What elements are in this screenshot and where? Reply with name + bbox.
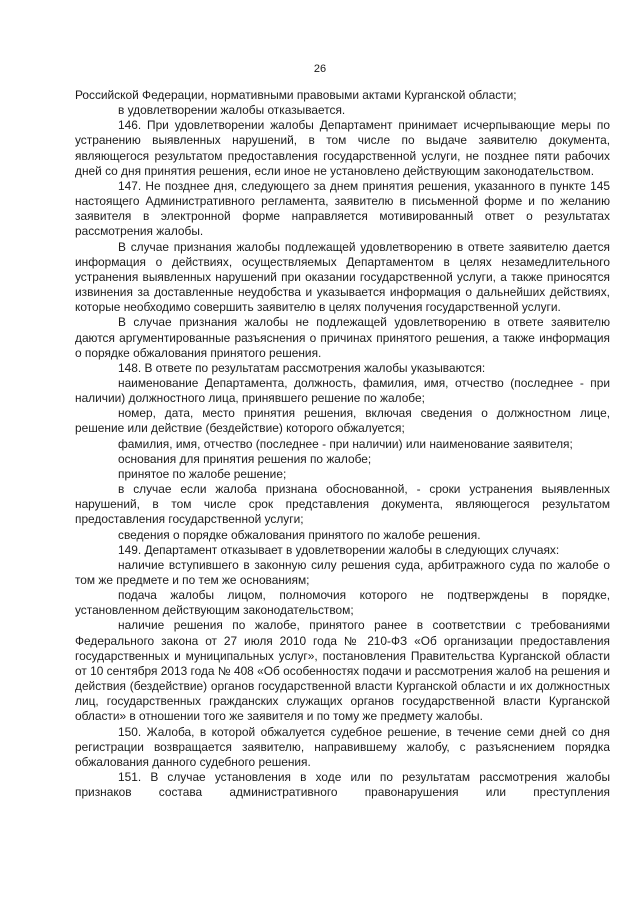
paragraph: сведения о порядке обжалования принятого по жалобе решения. xyxy=(118,527,481,542)
paragraph: номер, дата, место принятия решения, включая сведения о должностном лице, решение или действие (бездействие) которого обжалуется; xyxy=(75,406,610,436)
paragraph: В случае признания жалобы не подлежащей удовлетворению в ответе заявителю даются аргументированные разъяснения о причинах принятого решения, а также информация о порядке обжалования принятого решения. xyxy=(75,315,610,360)
paragraph: подача жалобы лицом, полномочия которого не подтверждены в порядке, установленном действующим законодательством; xyxy=(75,588,610,618)
paragraph: 148. В ответе по результатам рассмотрения жалобы указываются: xyxy=(118,360,486,375)
paragraph: В случае признания жалобы подлежащей удовлетворению в ответе заявителю дается информация о действиях, осуществляемых Департаментом в целях незамедлительного устранения выявленных нарушений при оказании государственной услуги, а также приносятся извинения за доставленные неудобства и указывается информация о дальнейших действиях, которые необходимо совершить заявителю в целях получения государственной услуги. xyxy=(75,239,610,315)
paragraph: 151. В случае установления в ходе или по результатам рассмотрения жалобы признаков состава административного правонарушения или преступления xyxy=(75,770,610,800)
paragraph: 146. При удовлетворении жалобы Департамент принимает исчерпывающие меры по устранению выявленных нарушений, в том числе по выдаче заявителю документа, являющегося результатом предоставления государственной услуги, не позднее пяти рабочих дней со дня принятия решения, если иное не установлено действующим законодательством. xyxy=(75,118,610,178)
paragraph: 147. Не позднее дня, следующего за днем принятия решения, указанного в пункте 145 настоящего Административного регламента, заявителю в письменной форме и по желанию заявителя в электронной форме направляется мотивированный ответ о результатах рассмотрения жалобы. xyxy=(75,178,610,239)
paragraph: 150. Жалоба, в которой обжалуется судебное решение, в течение семи дней со дня регистрации возвращается заявителю, направившему жалобу, с разъяснением порядка обжалования данного судебного решения. xyxy=(75,724,610,769)
paragraph: основания для принятия решения по жалобе; xyxy=(118,451,372,466)
paragraph: в случае если жалоба признана обоснованной, - сроки устранения выявленных нарушений, в том числе срок представления документа, являющегося результатом предоставления государственной услуги; xyxy=(75,482,610,527)
paragraph: наличие вступившего в законную силу решения суда, арбитражного суда по жалобе о том же предмете и по тем же основаниям; xyxy=(75,557,610,587)
document-body xyxy=(75,88,610,800)
paragraph: в удовлетворении жалобы отказывается. xyxy=(118,103,346,118)
paragraph: фамилия, имя, отчество (последнее - при наличии) или наименование заявителя; xyxy=(118,436,573,451)
page-number: 26 xyxy=(313,63,327,75)
paragraph: Российской Федерации, нормативными правовыми актами Курганской области; xyxy=(75,88,517,102)
paragraph: принятое по жалобе решение; xyxy=(118,466,287,481)
paragraph: наличие решения по жалобе, принятого ранее в соответствии с требованиями Федерального закона от 27 июля 2010 года № 210-ФЗ «Об организации предоставления государственных и муниципальных услуг», постановления Правительства Курганской области от 10 сентября 2013 года № 408 «Об особенностях подачи и рассмотрения жалоб на решения и действия (бездействие) органов государственной власти Курганской области и их должностных лиц, государственных гражданских служащих органов государственной власти Курганской области» в отношении того же заявителя и по тому же предмету жалобы. xyxy=(75,618,610,724)
paragraph: 149. Департамент отказывает в удовлетворении жалобы в следующих случаях: xyxy=(118,542,560,557)
paragraph: наименование Департамента, должность, фамилия, имя, отчество (последнее - при наличии) должностного лица, принявшего решение по жалобе; xyxy=(75,375,610,406)
